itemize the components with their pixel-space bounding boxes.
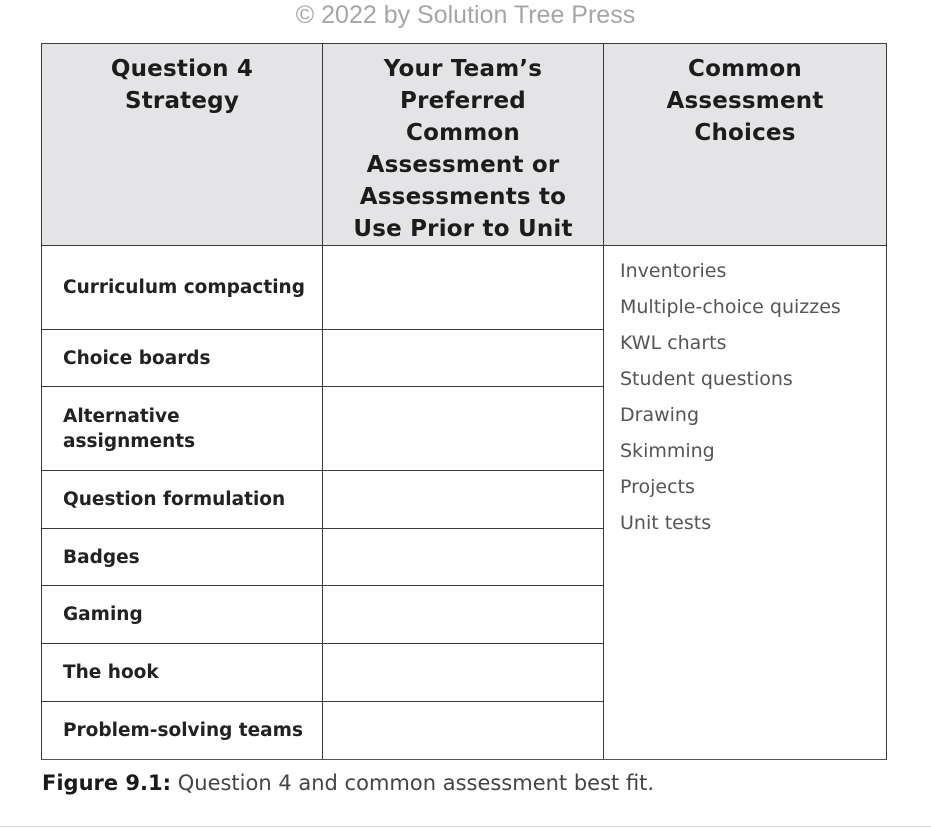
preferred-assessment-cell[interactable]	[323, 702, 604, 760]
preferred-assessment-cell[interactable]	[323, 529, 604, 586]
header-assessment-choices-label: Common Assessment Choices	[666, 56, 824, 146]
choice-item: Unit tests	[620, 512, 712, 534]
strategy-cell: The hook	[42, 644, 323, 702]
header-strategy-label: Question 4 Strategy	[110, 56, 254, 114]
choice-item: Drawing	[620, 404, 700, 426]
preferred-assessment-cell[interactable]	[323, 246, 604, 330]
strategy-cell: Problem-solving teams	[42, 702, 323, 760]
header-assessment-choices	[604, 44, 887, 246]
caption-divider	[41, 759, 887, 760]
page-bottom-divider	[0, 826, 931, 827]
copyright-notice: © 2022 by Solution Tree Press	[295, 1, 636, 29]
choice-item: Multiple-choice quizzes	[620, 296, 841, 318]
strategy-cell: Question formulation	[42, 471, 323, 529]
header-preferred-assessment	[323, 44, 604, 246]
strategy-cell: Alternative assignments	[42, 387, 323, 471]
strategy-cell: Badges	[42, 529, 323, 586]
strategy-cell: Choice boards	[42, 330, 323, 387]
figure-caption	[42, 770, 654, 796]
header-preferred-assessment-label: Your Team’s Preferred Common Assessment or Assessments to Use Prior to Unit	[353, 56, 573, 242]
preferred-assessment-cell[interactable]	[323, 644, 604, 702]
preferred-assessment-cell[interactable]	[323, 330, 604, 387]
strategy-cell: Curriculum compacting	[42, 246, 323, 330]
figure-caption-text: Question 4 and common assessment best fit.	[177, 771, 655, 795]
choice-item: Student questions	[620, 368, 793, 390]
assessment-choices-cell	[604, 246, 887, 760]
preferred-assessment-cell[interactable]	[323, 586, 604, 644]
choice-item: Skimming	[620, 440, 715, 462]
table-header-row	[42, 44, 887, 246]
table-row	[42, 246, 887, 330]
header-strategy	[42, 44, 323, 246]
preferred-assessment-cell[interactable]	[323, 471, 604, 529]
choice-item: Inventories	[620, 260, 727, 282]
preferred-assessment-cell[interactable]	[323, 387, 604, 471]
choice-item: Projects	[620, 476, 695, 498]
strategy-cell: Gaming	[42, 586, 323, 644]
strategy-assessment-table	[41, 43, 887, 760]
figure-label: Figure 9.1:	[42, 771, 172, 795]
choice-item: KWL charts	[620, 332, 727, 354]
